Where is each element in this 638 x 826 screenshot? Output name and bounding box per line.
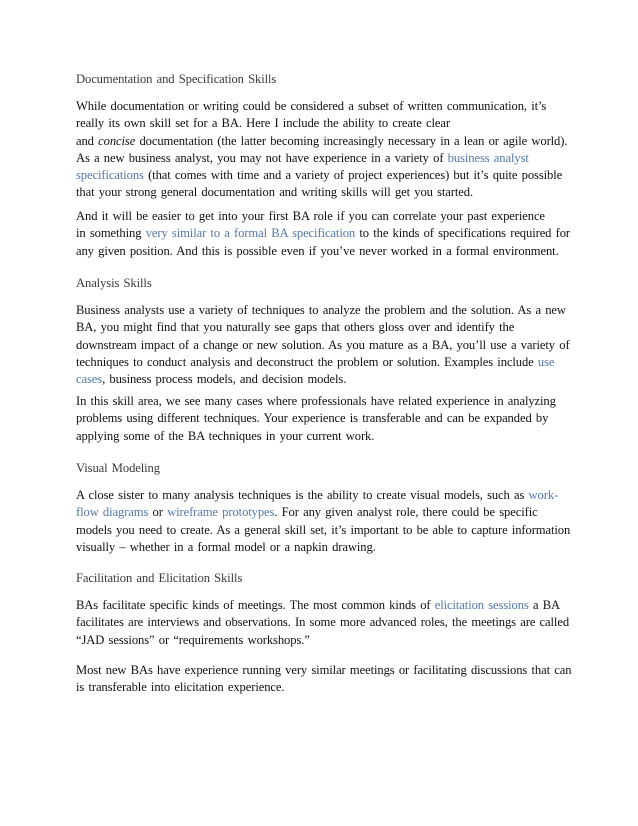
text-run: In this skill area, we see many cases where professionals have related experience in analyzing <box>76 394 556 408</box>
text-line <box>76 319 576 336</box>
link-use-cases[interactable]: use <box>537 354 555 369</box>
text-run: As a new business analyst, you may not have experience in a variety of <box>76 150 448 165</box>
text-run: that your strong general documentation and writing skills will get you started. <box>76 185 474 200</box>
link-use-cases-cont[interactable]: cases <box>76 372 103 387</box>
section-heading-analysis: Analysis Skills <box>76 276 152 290</box>
text-line <box>76 98 576 115</box>
text-line <box>76 393 576 410</box>
text-run: to the kinds of specifications required for <box>355 226 571 241</box>
text-line <box>76 150 576 167</box>
text-run: documentation (the latter becoming increasingly necessary in a lean or agile world). <box>135 133 568 148</box>
text-line <box>76 302 576 319</box>
section-heading-documentation: Documentation and Specification Skills <box>76 72 277 86</box>
emphasis-concise: concise <box>98 133 136 148</box>
text-line <box>76 133 576 150</box>
text-run: and <box>76 133 99 148</box>
link-wireframe-prototypes[interactable]: wireframe prototypes <box>167 505 275 520</box>
text-line <box>76 337 576 354</box>
text-run: techniques to conduct analysis and deconstruct the problem or solution. Examples include <box>76 354 538 369</box>
text-run: . For any given analyst role, there could be specific <box>274 505 538 520</box>
link-formal-ba-specification[interactable]: very similar to a formal BA specification <box>145 226 356 241</box>
text-run: models you need to create. As a general skill set, it’s important to be able to capture information <box>76 522 571 537</box>
text-run: Business analysts use a variety of techniques to analyze the problem and the solution. As a new <box>76 303 566 317</box>
text-line <box>76 662 576 679</box>
paragraph-visual-modeling <box>76 487 576 556</box>
text-run: in something <box>76 226 146 241</box>
section-heading-facilitation: Facilitation and Elicitation Skills <box>76 571 243 585</box>
link-business-analyst-specifications[interactable]: business analyst <box>447 150 529 165</box>
text-run: is transferable into elicitation experience. <box>76 680 285 695</box>
text-line <box>76 504 576 521</box>
text-line <box>76 225 576 242</box>
text-run: really its own skill set for a BA. Here I include the ability to create clear <box>76 116 450 131</box>
text-run: applying some of the BA techniques in your current work. <box>76 428 375 443</box>
paragraph-analysis-2 <box>76 393 576 445</box>
text-run: Most new BAs have experience running very similar meetings or facilitating discussions that can <box>76 663 572 677</box>
paragraph-documentation-1 <box>76 98 576 202</box>
text-line <box>76 371 576 388</box>
text-line <box>76 539 576 556</box>
text-run: any given position. And this is possible even if you’ve never worked in a formal environment. <box>76 243 559 258</box>
text-line <box>76 632 576 649</box>
text-run: or <box>148 505 168 520</box>
text-line <box>76 614 576 631</box>
text-line <box>76 243 576 260</box>
paragraph-facilitation-2 <box>76 662 576 697</box>
text-run: problems using different techniques. Your experience is transferable and can be expanded by <box>76 411 549 426</box>
text-line <box>76 410 576 427</box>
text-line <box>76 208 576 225</box>
text-run: BAs facilitate specific kinds of meetings. The most common kinds of <box>76 598 435 612</box>
text-run: a BA <box>528 598 561 612</box>
text-line <box>76 428 576 445</box>
link-elicitation-sessions[interactable]: elicitation sessions <box>434 598 529 612</box>
text-line <box>76 354 576 371</box>
text-line <box>76 487 576 504</box>
text-run: downstream impact of a change or new solution. As you mature as a BA, you’ll use a variety of <box>76 337 570 352</box>
text-line <box>76 184 576 201</box>
text-run: A close sister to many analysis techniques is the ability to create visual models, such as <box>76 488 529 502</box>
text-line <box>76 597 576 614</box>
paragraph-documentation-2 <box>76 208 576 260</box>
link-workflow-diagrams[interactable]: work- <box>528 488 559 502</box>
text-run: visually – whether in a formal model or a napkin drawing. <box>76 539 376 554</box>
link-business-analyst-specifications-cont[interactable]: specifications <box>76 168 144 183</box>
paragraph-analysis-1 <box>76 302 576 388</box>
text-line <box>76 522 576 539</box>
text-line <box>76 679 576 696</box>
text-run: (that comes with time and a variety of project experiences) but it’s quite possible <box>143 168 563 183</box>
text-line <box>76 167 576 184</box>
text-run: BA, you might find that you naturally see gaps that others gloss over and identify the <box>76 320 515 335</box>
text-run: While documentation or writing could be considered a subset of written communication, it’s <box>76 99 547 113</box>
paragraph-facilitation-1 <box>76 597 576 649</box>
text-line <box>76 115 576 132</box>
link-workflow-diagrams-cont[interactable]: flow diagrams <box>76 505 149 520</box>
text-run: “JAD sessions” or “requirements workshops.” <box>76 632 310 647</box>
text-run: , business process models, and decision models. <box>102 372 347 387</box>
section-heading-visual-modeling: Visual Modeling <box>76 461 160 475</box>
text-run: And it will be easier to get into your first BA role if you can correlate your past experience <box>76 209 545 223</box>
text-run: facilitates are interviews and observations. In some more advanced roles, the meetings are called <box>76 615 570 630</box>
